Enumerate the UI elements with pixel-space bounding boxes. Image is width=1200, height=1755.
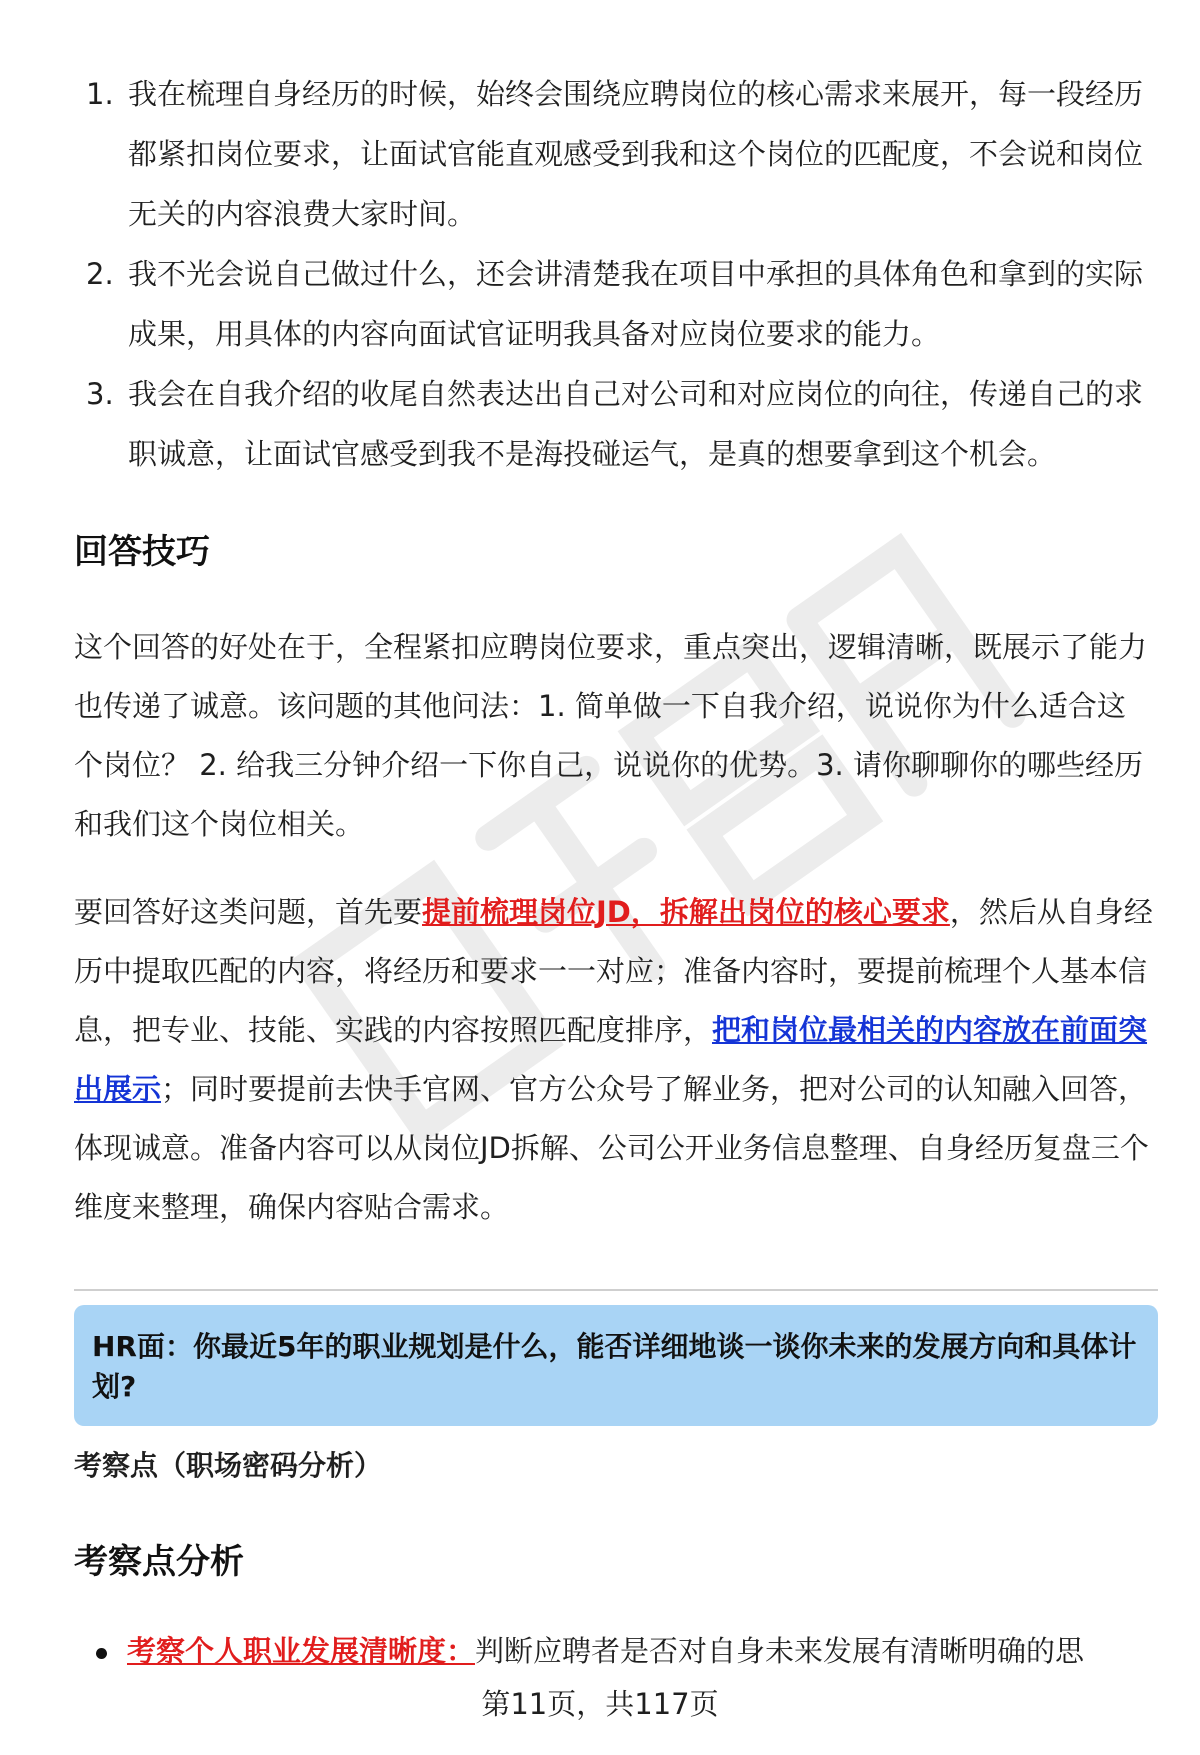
section-heading-skills: 回答技巧 (74, 532, 210, 572)
bullet-text: 判断应聘者是否对自身未来发展有清晰明确的思 (475, 1634, 1085, 1668)
paragraph-preparation-tips (74, 883, 1154, 1237)
answer-points-list (86, 64, 1146, 484)
question-text: HR面：你最近5年的职业规划是什么，能否详细地谈一谈你未来的发展方向和具体计划? (92, 1330, 1137, 1403)
section-divider (74, 1289, 1158, 1291)
list-item (86, 64, 1146, 244)
section-heading-analysis: 考察点分析 (74, 1542, 244, 1582)
highlight-red-text: 提前梳理岗位JD，拆解出岗位的核心要求 (422, 895, 950, 929)
question-box (74, 1305, 1158, 1426)
bullet-item (96, 1626, 1156, 1676)
list-item (86, 244, 1146, 364)
list-item-number: 3. (86, 377, 114, 411)
paragraph-answer-benefits: 这个回答的好处在于，全程紧扣应聘岗位要求，重点突出，逻辑清晰，既展示了能力也传递了诚意。该问题的其他问法：1. 简单做一下自我介绍，说说你为什么适合这个岗位？ 2. 给我三分钟介绍一下你自己，说说你的优势。3. 请你聊聊你的哪些经历和我们这个岗位相关。 (74, 630, 1148, 841)
paragraph-text: ；同时要提前去快手官网、官方公众号了解业务，把对公司的认知融入回答，体现诚意。准备内容可以从岗位JD拆解、公司公开业务信息整理、自身经历复盘三个维度来整理，确保内容贴合需求。 (74, 1072, 1149, 1224)
bullet-dot-icon (96, 1648, 107, 1659)
list-item-text: 我在梳理自身经历的时候，始终会围绕应聘岗位的核心需求来展开，每一段经历都紧扣岗位要求，让面试官能直观感受到我和这个岗位的匹配度，不会说和岗位无关的内容浪费大家时间。 (128, 77, 1144, 231)
list-item (86, 364, 1146, 484)
highlight-red-text: 考察个人职业发展清晰度： (127, 1634, 476, 1668)
paragraph-text: ，然后从自身经历中提取匹配的内容，将经历和要求一一对应；准备内容时，要提前梳理个人基本信息，把专业、技能、实践的内容按照匹配度排序， (74, 895, 1153, 1047)
paragraph-text: 要回答好这类问题，首先要 (74, 895, 423, 929)
page-footer: 第11页，共117页 (481, 1687, 719, 1721)
list-item-text: 我不光会说自己做过什么，还会讲清楚我在项目中承担的具体角色和拿到的实际成果，用具体的内容向面试官证明我具备对应岗位要求的能力。 (128, 257, 1144, 351)
list-item-number: 2. (86, 257, 114, 291)
examination-points-label: 考察点（职场密码分析） (74, 1449, 383, 1482)
list-item-text: 我会在自我介绍的收尾自然表达出自己对公司和对应岗位的向往，传递自己的求职诚意，让面试官感受到我不是海投碰运气，是真的想要拿到这个机会。 (128, 377, 1144, 471)
highlight-blue-text: 把和岗位最相关的内容放在前面突出展示 (74, 1013, 1148, 1106)
list-item-number: 1. (86, 77, 114, 111)
